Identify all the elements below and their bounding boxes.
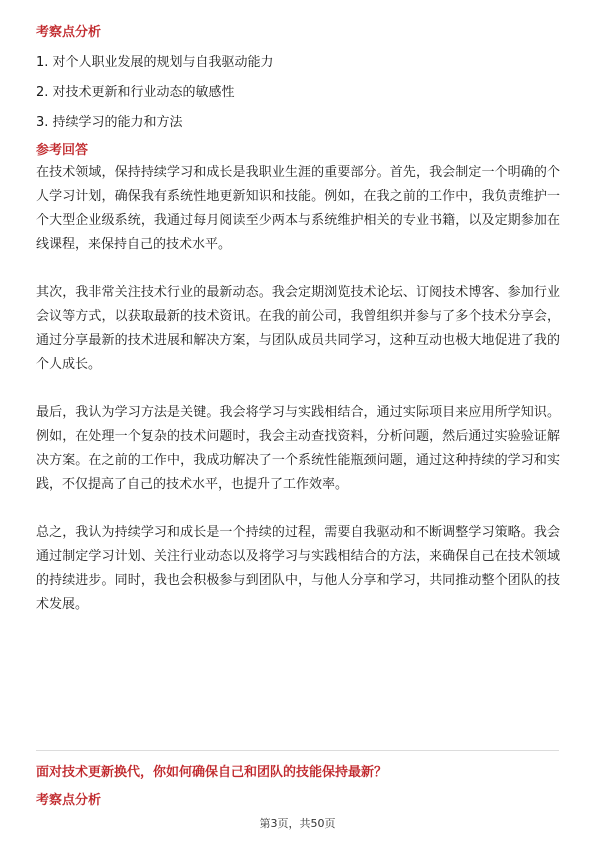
- analysis-point-3: 3. 持续学习的能力和方法: [36, 115, 183, 130]
- analysis-point-2: 2. 对技术更新和行业动态的敏感性: [36, 85, 235, 100]
- answer-paragraph-4: 总之，我认为持续学习和成长是一个持续的过程，需要自我驱动和不断调整学习策略。我会通过制定学习计划、关注行业动态以及将学习与实践相结合的方法，来确保自己在技术领域的持续进步。同时，我也会积极参与到团队中，与他人分享和学习，共同推动整个团队的技术发展。: [36, 525, 560, 612]
- analysis-point-1: 1. 对个人职业发展的规划与自我驱动能力: [36, 55, 274, 70]
- answer-paragraph-1: 在技术领域，保持持续学习和成长是我职业生涯的重要部分。首先，我会制定一个明确的个人学习计划，确保我有系统性地更新知识和技能。例如，在我之前的工作中，我负责维护一个大型企业级系统，我通过每月阅读至少两本与系统维护相关的专业书籍，以及定期参加在线课程，来保持自己的技术水平。: [36, 165, 560, 252]
- section-heading-analysis: 考察点分析: [36, 25, 102, 40]
- section-heading-answer: 参考回答: [36, 143, 89, 158]
- answer-paragraph-2: 其次，我非常关注技术行业的最新动态。我会定期浏览技术论坛、订阅技术博客、参加行业会议等方式，以获取最新的技术资讯。在我的前公司，我曾组织并参与了多个技术分享会，通过分享最新的技术进展和解决方案，与团队成员共同学习，这种互动也极大地促进了我的个人成长。: [36, 285, 560, 372]
- page-content: [36, 22, 560, 617]
- next-question: 面对技术更新换代，你如何确保自己和团队的技能保持最新？: [36, 765, 388, 780]
- next-section-heading: 考察点分析: [36, 793, 102, 808]
- answer-paragraph-3: 最后，我认为学习方法是关键。我会将学习与实践相结合，通过实际项目来应用所学知识。例如，在处理一个复杂的技术问题时，我会主动查找资料，分析问题，然后通过实验验证解决方案。在之前的工作中，我成功解决了一个系统性能瓶颈问题，通过这种持续的学习和实践，不仅提高了自己的技术水平，也提升了工作效率。: [36, 405, 560, 492]
- section-divider: [36, 750, 559, 751]
- page-footer: 第3页，共50页: [259, 817, 336, 830]
